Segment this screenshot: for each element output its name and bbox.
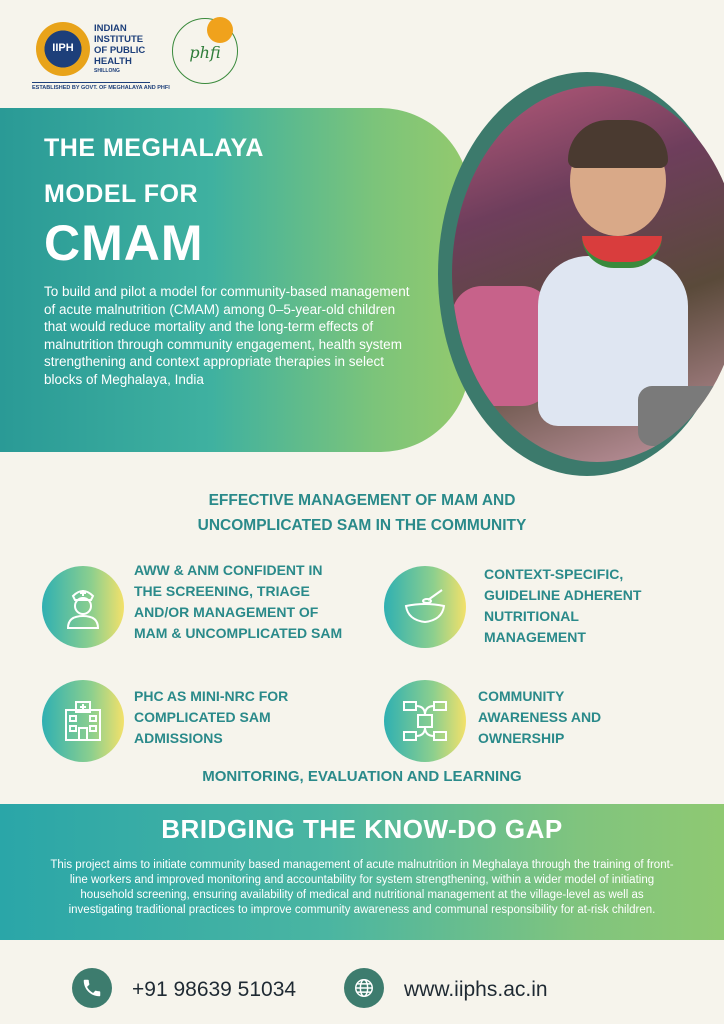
joined-hands-icon [384, 680, 466, 762]
iiph-logo-name: INDIAN INSTITUTE OF PUBLIC HEALTH [94, 23, 146, 67]
hero-title-cmam: CMAM [44, 215, 204, 271]
hero-title-line1: THE MEGHALAYA [44, 134, 264, 162]
section-heading [0, 488, 724, 538]
photo-child-hair [568, 120, 668, 168]
website-link[interactable]: www.iiphs.ac.in [404, 978, 548, 1001]
sun-icon [207, 17, 233, 43]
hospital-icon [42, 680, 124, 762]
photo-bag [638, 386, 724, 446]
mel-heading: MONITORING, EVALUATION AND LEARNING [202, 768, 522, 785]
iiph-logo-mark: IIPH [36, 22, 90, 76]
bridging-description: This project aims to initiate community based management of acute malnutrition in Meghalaya through the training of front-line workers and improved monitoring and accountability for system strengthening, within a wider model of initiating household screening, ensuring availability of medical and nutritional management at the village-level as well as investigating traditional practices to improve community awareness and communal responsibility for at-risk children. [50, 859, 674, 916]
phone-number[interactable]: +91 98639 51034 [132, 978, 297, 1001]
globe-icon [344, 968, 384, 1008]
iiph-logo [32, 18, 170, 91]
item-phc-mini-nrc: PHC AS MINI-NRC FOR COMPLICATED SAM ADMISSIONS [134, 688, 289, 746]
iiph-logo-location: SHILLONG [94, 68, 120, 74]
phfi-logo [172, 18, 238, 84]
item-aww-anm: AWW & ANM CONFIDENT IN THE SCREENING, TRIAGE AND/OR MANAGEMENT OF MAM & UNCOMPLICATED SAM [134, 562, 343, 641]
photo-cloth [452, 286, 552, 406]
iiph-logo-established: ESTABLISHED BY GOVT. OF MEGHALAYA AND PHFI [32, 82, 150, 91]
phfi-logo-text: phfi [189, 43, 221, 62]
bridging-title: BRIDGING THE KNOW-DO GAP [161, 814, 563, 844]
hero-description: To build and pilot a model for community-based management of acute malnutrition (CMAM) among 0–5-year-old children that would reduce mortality and the long-term effects of malnutrition through community engagement, health system strengthening and context appropriate therapies in select blocks of Meghalaya, India [44, 284, 410, 387]
section-heading-line2: UNCOMPLICATED SAM IN THE COMMUNITY [197, 517, 527, 534]
child-photo [452, 86, 724, 462]
phone-icon [72, 968, 112, 1008]
hero-title-line2: MODEL FOR [44, 180, 199, 208]
item-nutritional-management: CONTEXT-SPECIFIC, GUIDELINE ADHERENT NUTRITIONAL MANAGEMENT [484, 566, 642, 645]
bowl-icon [384, 566, 466, 648]
item-community-awareness: COMMUNITY AWARENESS AND OWNERSHIP [478, 688, 602, 746]
nurse-icon [42, 566, 124, 648]
section-heading-line1: EFFECTIVE MANAGEMENT OF MAM AND [208, 492, 516, 509]
